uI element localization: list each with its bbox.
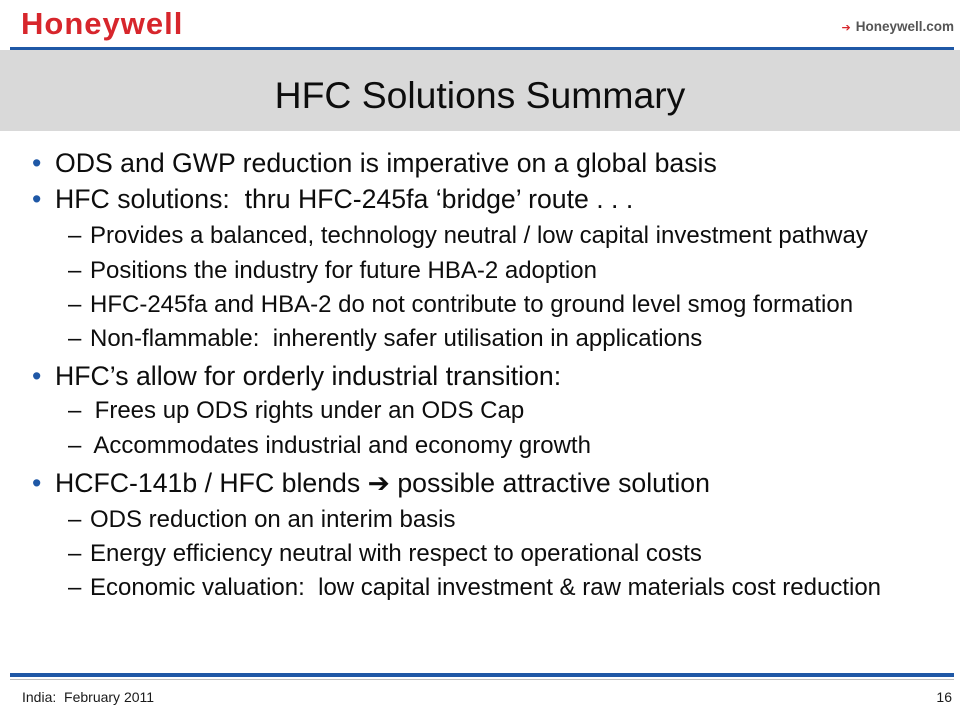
sub-bullet-dash: – [68,574,82,601]
sub-bullet-item [0,540,960,568]
sub-bullet-text: ODS reduction on an interim basis [90,506,456,533]
bullet-text: HCFC-141b / HFC blends ➔ possible attractive solution [55,468,710,498]
sub-bullet-text: Provides a balanced, technology neutral / low capital investment pathway [90,222,868,249]
sub-bullet-item [0,506,960,534]
honeywell-logo: Honeywell [21,6,184,41]
bullet-item [0,360,960,392]
footer-rule [10,673,954,677]
sub-bullet-text: – Accommodates industrial and economy growth [68,432,591,459]
sub-bullet-text: – Frees up ODS rights under an ODS Cap [68,397,525,424]
sub-bullet-item [0,222,960,250]
bullet-item [0,467,960,499]
bullet-marker: • [32,468,42,498]
bullet-marker: • [32,148,42,178]
bullet-item [0,183,960,215]
bullet-marker: • [32,361,42,391]
sub-bullet-item [0,432,960,460]
footer-rule-thin [10,679,954,680]
honeywell-link[interactable] [842,19,955,36]
footer-date: India: February 2011 [22,689,155,705]
sub-bullet-item [0,325,960,353]
bullet-text: ODS and GWP reduction is imperative on a global basis [55,148,717,178]
sub-bullet-dash: – [68,257,82,284]
sub-bullet-text: Economic valuation: low capital investment & raw materials cost reduction [90,574,882,601]
sub-bullet-dash: – [68,506,82,533]
sub-bullet-item [0,574,960,602]
sub-bullet-item [0,257,960,285]
slide-title: HFC Solutions Summary [274,74,686,116]
sub-bullet-text: Energy efficiency neutral with respect to operational costs [90,540,702,567]
arrow-right-icon: ➔ [841,21,851,34]
bullet-text: HFC solutions: thru HFC-245fa ‘bridge’ route . . . [55,184,634,214]
bullet-text: HFC’s allow for orderly industrial transition: [55,361,562,391]
sub-bullet-text: HFC-245fa and HBA-2 do not contribute to ground level smog formation [90,291,854,318]
sub-bullet-item [0,291,960,319]
bullet-item [0,147,960,179]
sub-bullet-dash: – [68,325,82,352]
sub-bullet-text: Non-flammable: inherently safer utilisation in applications [90,325,703,352]
sub-bullet-dash: – [68,291,82,318]
sub-bullet-dash: – [68,222,82,249]
sub-bullet-item [0,397,960,425]
bullet-marker: • [32,184,42,214]
sub-bullet-text: Positions the industry for future HBA-2 adoption [90,257,597,284]
honeywell-link-text[interactable]: Honeywell.com [855,19,954,34]
sub-bullet-dash: – [68,540,82,567]
page-number: 16 [936,689,952,705]
